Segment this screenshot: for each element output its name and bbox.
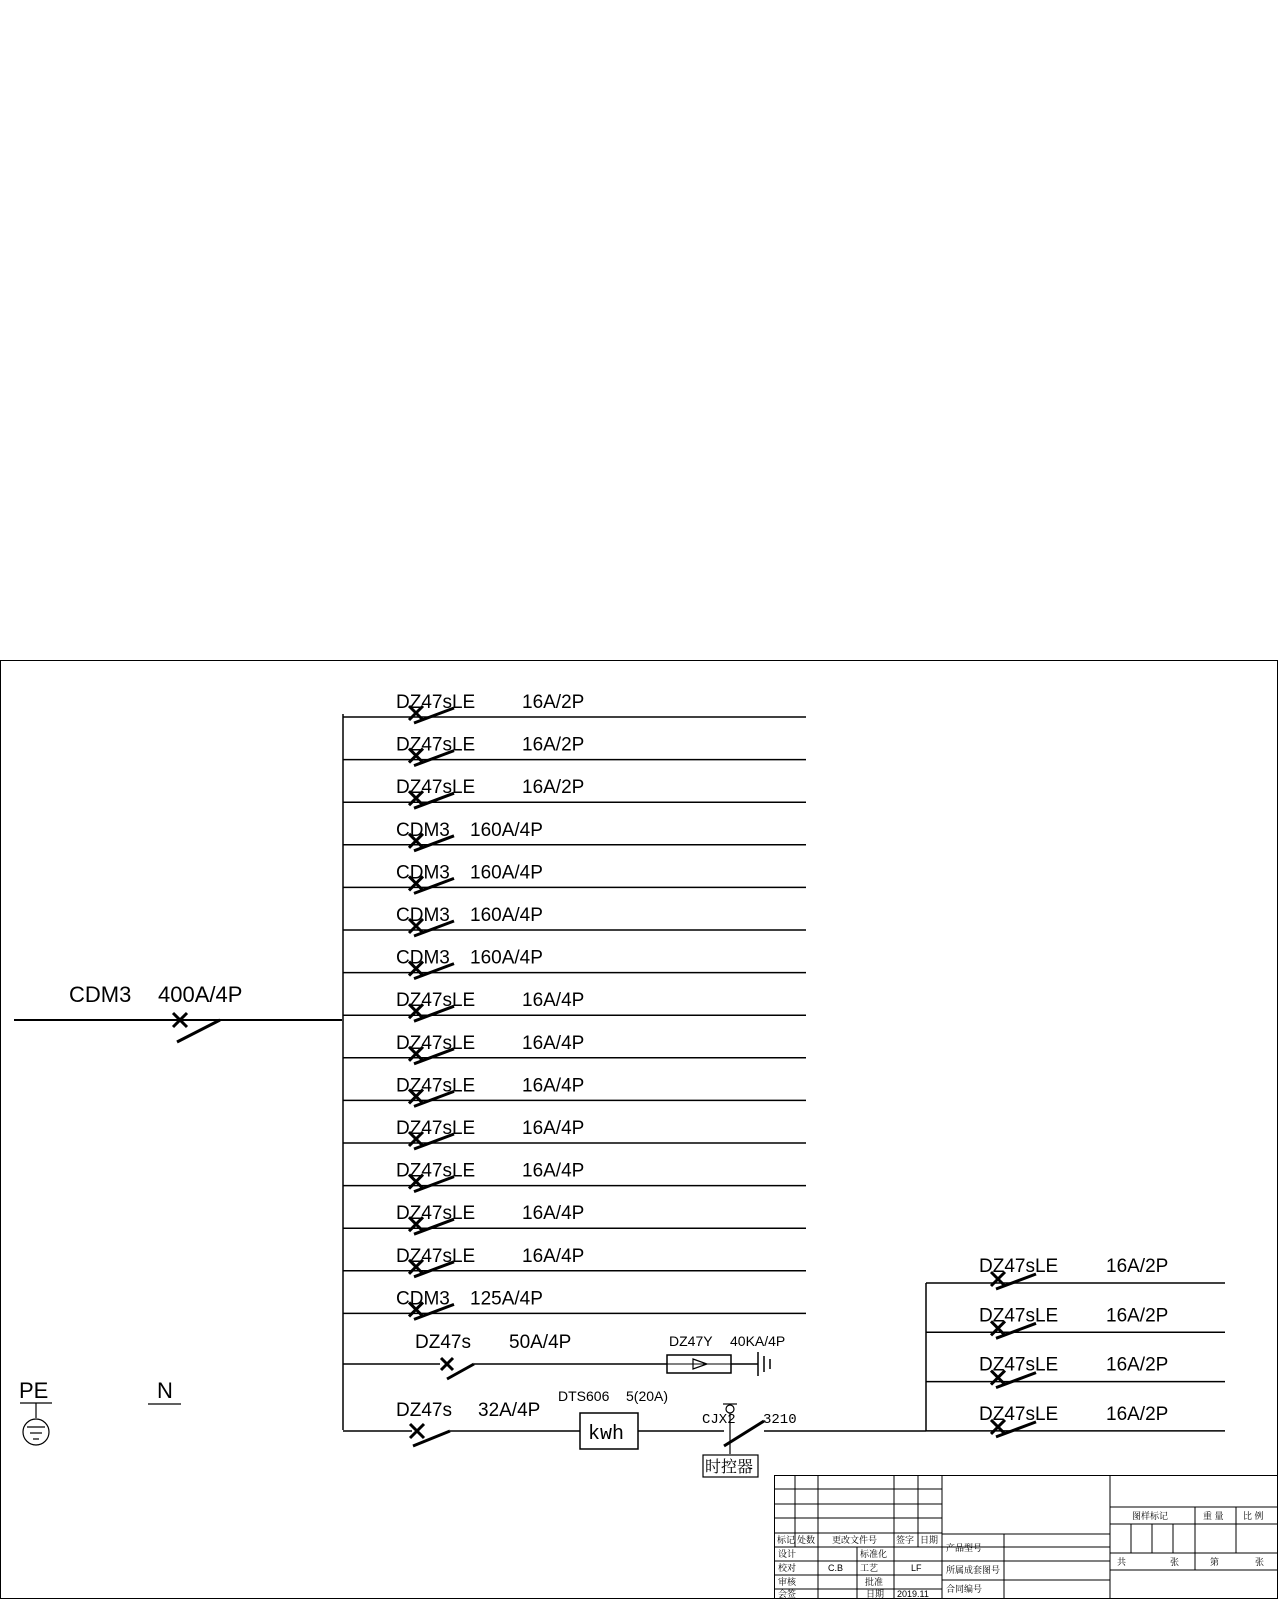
rev-header-docno: 更改文件号 xyxy=(832,1535,878,1545)
pe-ground xyxy=(19,1378,52,1445)
spd-breaker-rating: 50A/4P xyxy=(509,1332,572,1353)
label-set-drawing-no: 所属成套图号 xyxy=(946,1565,1001,1575)
branch-circuit xyxy=(343,1075,806,1106)
label-design: 设计 xyxy=(778,1549,797,1559)
breaker-model: CDM3 xyxy=(396,905,450,926)
branch-circuit xyxy=(343,735,806,766)
n-label: N xyxy=(157,1378,173,1403)
branch-circuit xyxy=(926,1256,1225,1289)
breaker-model: DZ47sLE xyxy=(979,1305,1059,1327)
label-standardization: 标准化 xyxy=(860,1549,888,1559)
breaker-model: DZ47sLE xyxy=(396,1075,476,1097)
breaker-model: CDM3 xyxy=(396,1288,450,1310)
sheet-unit-label-1: 张 xyxy=(1170,1557,1180,1567)
main-breaker-rating: 400A/4P xyxy=(158,982,243,1007)
contactor-rating: 3210 xyxy=(763,1412,797,1428)
breaker-model: CDM3 xyxy=(396,862,450,884)
breaker-rating: 160A/4P xyxy=(470,862,543,884)
rev-header-sign: 签字 xyxy=(896,1535,915,1545)
main-breaker-symbol xyxy=(173,1013,220,1042)
breaker-rating: 16A/2P xyxy=(1106,1256,1169,1277)
metered-breaker-rating: 32A/4P xyxy=(478,1400,541,1421)
breaker-model: DZ47sLE xyxy=(396,1245,476,1267)
rev-header-date: 日期 xyxy=(920,1535,939,1545)
branch-circuit xyxy=(343,1033,806,1064)
breaker-model: DZ47sLE xyxy=(979,1354,1059,1376)
breaker-rating: 160A/4P xyxy=(470,819,543,841)
branch-circuit xyxy=(343,862,806,893)
label-countersign: 会签 xyxy=(778,1589,797,1599)
breaker-rating: 16A/2P xyxy=(1106,1305,1169,1327)
label-approve: 批准 xyxy=(865,1577,884,1587)
branch-circuit xyxy=(926,1355,1225,1388)
breaker-rating: 16A/4P xyxy=(522,1160,585,1182)
breaker-model: DZ47sLE xyxy=(979,1403,1059,1425)
breaker-rating: 16A/4P xyxy=(522,990,585,1012)
metered-breaker-model: DZ47s xyxy=(396,1400,452,1421)
breaker-rating: 16A/2P xyxy=(522,734,585,756)
sheet-total-label: 共 xyxy=(1117,1557,1127,1567)
breaker-model: DZ47sLE xyxy=(396,1160,476,1182)
value-approve: LF xyxy=(911,1563,922,1573)
branch-circuit xyxy=(343,990,806,1021)
breaker-model: CDM3 xyxy=(396,947,450,969)
label-proofread: 校对 xyxy=(778,1563,797,1573)
breaker-model: CDM3 xyxy=(396,819,450,841)
breaker-rating: 16A/2P xyxy=(1106,1403,1169,1425)
sheet-number-label: 第 xyxy=(1210,1557,1220,1567)
label-contract-no: 合同编号 xyxy=(946,1584,983,1594)
breaker-rating: 16A/2P xyxy=(1106,1354,1169,1376)
label-process: 工艺 xyxy=(860,1563,879,1573)
breaker-model: DZ47sLE xyxy=(979,1256,1059,1277)
branch-circuit xyxy=(343,1246,806,1277)
breaker-rating: 160A/4P xyxy=(470,905,543,926)
breaker-rating: 16A/4P xyxy=(522,1245,585,1267)
branch-circuit xyxy=(343,1161,806,1192)
breaker-model: DZ47sLE xyxy=(396,777,476,799)
breaker-rating: 16A/4P xyxy=(522,1075,585,1097)
title-block-text xyxy=(777,1510,1264,1599)
kwh-meter-text: kwh xyxy=(588,1423,625,1446)
breaker-rating: 16A/2P xyxy=(522,777,585,799)
breaker-rating: 16A/4P xyxy=(522,1203,585,1225)
rev-header-count: 处数 xyxy=(797,1535,816,1545)
breaker-model: DZ47sLE xyxy=(396,734,476,756)
rev-header-mark: 标记 xyxy=(777,1535,796,1545)
branch-circuit xyxy=(343,820,806,851)
breaker-model: DZ47sLE xyxy=(396,1032,476,1054)
breaker-model: DZ47sLE xyxy=(396,1203,476,1225)
value-proofread: C.B xyxy=(828,1563,844,1573)
sub-branch-circuits xyxy=(926,1256,1225,1437)
main-breaker-model: CDM3 xyxy=(69,982,132,1007)
breaker-rating: 16A/2P xyxy=(522,692,585,713)
branch-circuit xyxy=(343,1118,806,1149)
spd-breaker-model: DZ47s xyxy=(415,1332,471,1353)
contactor-model: CJX2 xyxy=(702,1412,736,1428)
metered-breaker-symbol xyxy=(410,1424,450,1446)
meter-rating: 5(20A) xyxy=(626,1388,669,1404)
timer-label: 时控器 xyxy=(705,1459,754,1476)
sheet-unit-label-2: 张 xyxy=(1255,1557,1265,1567)
spd-breaker-symbol xyxy=(441,1358,474,1379)
breaker-rating: 16A/4P xyxy=(522,1118,585,1139)
branch-circuit xyxy=(926,1305,1225,1338)
breaker-model: DZ47sLE xyxy=(396,1118,476,1139)
branch-circuit xyxy=(343,692,806,723)
branch-circuit xyxy=(343,777,806,808)
metered-branch xyxy=(343,1388,926,1477)
breaker-rating: 160A/4P xyxy=(470,947,543,969)
label-review: 审核 xyxy=(778,1577,797,1587)
neutral-symbol xyxy=(148,1378,181,1404)
protective-earth-icon xyxy=(23,1419,49,1445)
earth-ground-icon xyxy=(758,1352,770,1376)
spd-model: DZ47Y xyxy=(669,1333,713,1349)
branch-circuit xyxy=(926,1404,1225,1437)
value-date: 2019.11 xyxy=(897,1589,929,1599)
header-weight: 重 量 xyxy=(1203,1511,1224,1521)
header-scale: 比 例 xyxy=(1243,1511,1264,1521)
drawing-frame xyxy=(1,661,1278,1599)
spd-rating: 40KA/4P xyxy=(730,1333,786,1349)
breaker-rating: 125A/4P xyxy=(470,1288,543,1310)
branch-circuit xyxy=(343,905,806,936)
branch-circuits xyxy=(343,692,806,1319)
branch-circuit xyxy=(343,948,806,979)
branch-circuit xyxy=(343,1288,806,1319)
label-product-model: 产品型号 xyxy=(946,1543,983,1553)
meter-model: DTS606 xyxy=(558,1388,610,1404)
pe-label: PE xyxy=(19,1378,49,1403)
branch-circuit xyxy=(343,1203,806,1234)
breaker-rating: 16A/4P xyxy=(522,1032,585,1054)
label-date: 日期 xyxy=(866,1589,885,1599)
header-drawing-mark: 图样标记 xyxy=(1132,1511,1169,1521)
spd-branch xyxy=(343,1332,785,1379)
breaker-model: DZ47sLE xyxy=(396,990,476,1012)
breaker-model: DZ47sLE xyxy=(396,692,476,713)
